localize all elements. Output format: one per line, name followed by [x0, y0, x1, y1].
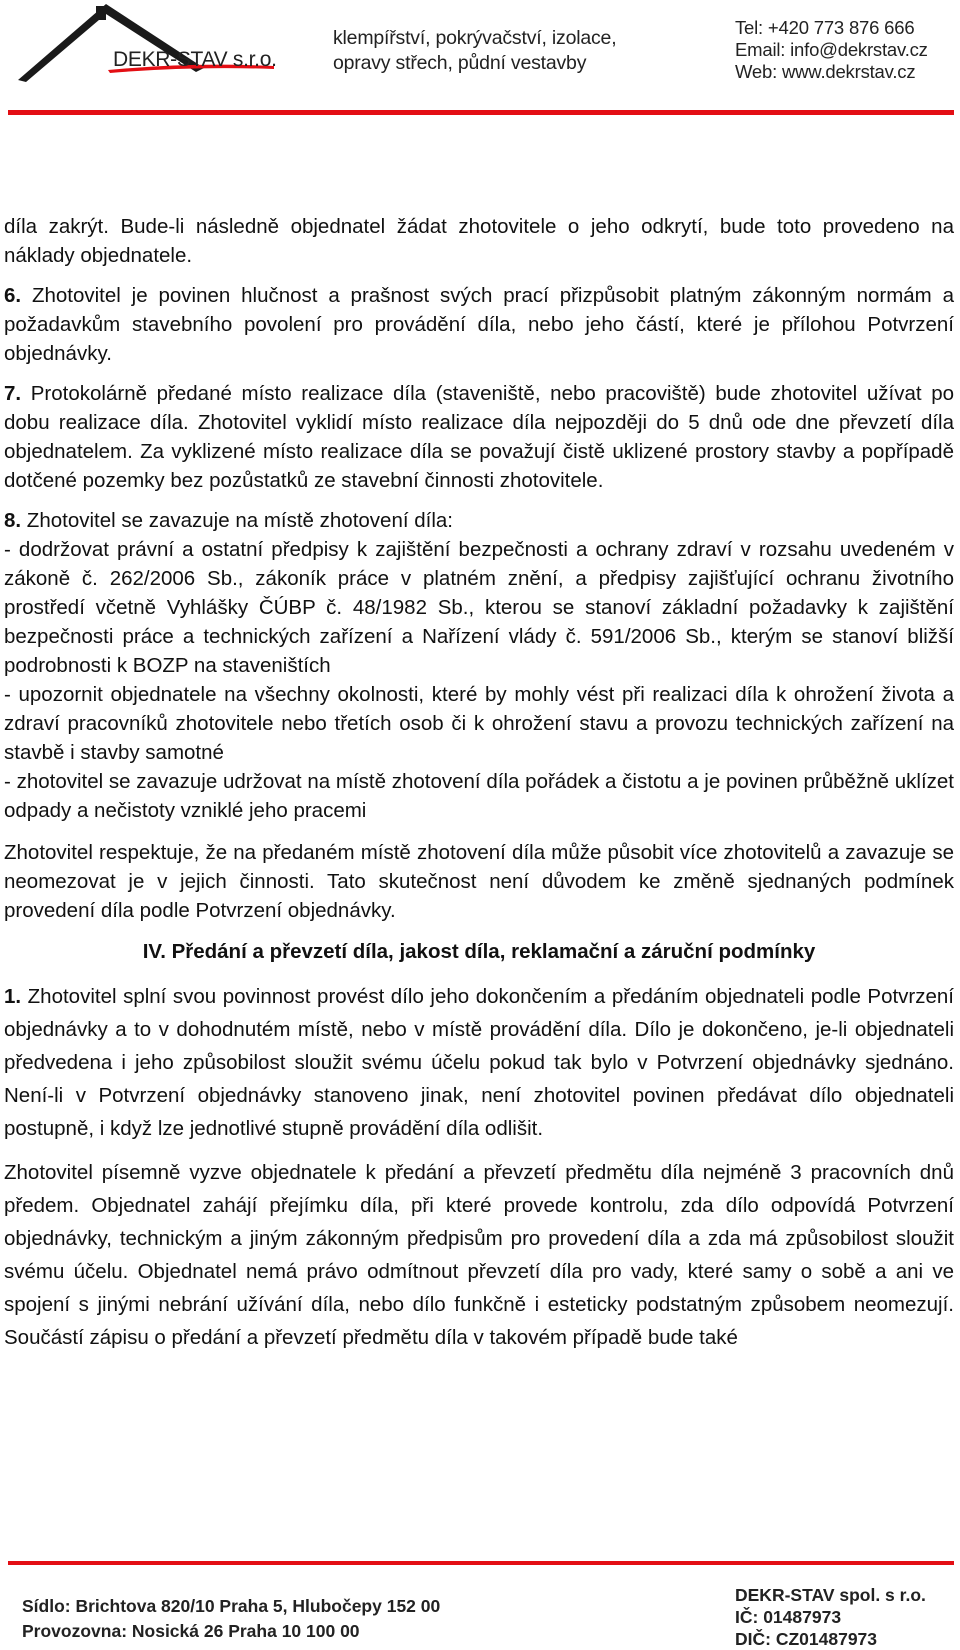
- web-text: Web: www.dekrstav.cz: [735, 61, 916, 82]
- paragraph-8-text: Zhotovitel se zavazuje na místě zhotovení díla:: [21, 509, 453, 532]
- paragraph-6-text: Zhotovitel je povinen hlučnost a prašnost svých prací přizpůsobit platným zákonným normám a požadavkům stavebního povolení pro provádění díla, nebo jeho částí, které je přílohou Potvrzení objednávky.: [4, 284, 954, 365]
- paragraph-7: [4, 379, 954, 495]
- paragraph-8: [4, 506, 954, 535]
- paragraph-8-bullet-3: - zhotovitel se zavazuje udržovat na místě zhotovení díla pořádek a čistotu a je povinen průběžně uklízet odpady a nečistoty vzniklé jeho pracemi: [4, 770, 954, 822]
- footer-ico: IČ: 01487973: [735, 1607, 842, 1627]
- footer-divider: [8, 1561, 954, 1565]
- email-text: Email: info@dekrstav.cz: [735, 39, 928, 60]
- house-roof-logo-icon: [12, 0, 282, 90]
- brand-name: DEKR-STAV s.r.o.: [113, 48, 277, 71]
- header-divider: [8, 110, 954, 115]
- paragraph-respect: Zhotovitel respektuje, že na předaném místě zhotovení díla může působit více zhotovitelů a zavazuje se neomezovat je v jejich činnosti. Tato skutečnost není důvodem ke změně sjednaných podmínek provedení díla podle Potvrzení objednávky.: [4, 841, 954, 922]
- footer-seat: Sídlo: Brichtova 820/10 Praha 5, Hlubočepy 152 00: [22, 1596, 441, 1616]
- section-paragraph-1-continuation: Zhotovitel písemně vyzve objednatele k předání a převzetí předmětu díla nejméně 3 pracovních dnů předem. Objednatel zahájí přejímku díla, při které provede kontrolu, zda dílo odpovídá Potvrzení objednávky, technickým a jiným zákonným předpisům pro provedení díla a zda má způsobilost sloužit svému účelu. Objednatel nemá právo odmítnout převzetí díla pro vady, které samy o sobě a ani ve spojení s jinými nebrání užívání díla, nebo dílo funkčně i esteticky podstatným způsobem neomezují. Součástí zápisu o předání a převzetí předmětu díla v takovém případě bude také: [4, 1161, 954, 1349]
- paragraph-continuation: díla zakrýt. Bude-li následně objednatel žádat zhotovitele o jeho odkrytí, bude toto provedeno na náklady objednatele.: [4, 215, 954, 267]
- footer-company: [735, 1584, 926, 1650]
- footer-dic: DIČ: CZ01487973: [735, 1629, 878, 1649]
- section-heading: IV. Předání a převzetí díla, jakost díla, reklamační a záruční podmínky: [142, 940, 816, 963]
- section-paragraph-1-text: Zhotovitel splní svou povinnost provést dílo jeho dokončením a předáním objednateli podle Potvrzení objednávky a to v dohodnutém místě, nebo v místě provádění díla. Dílo je dokončeno, je-li objednateli předvedena i jeho způsobilost sloužit svému účelu pokud tak bylo v Potvrzení objednávky sjednáno. Není-li v Potvrzení objednávky stanoveno jinak, není zhotovitel povinen předávat dílo objednateli postupně, i když lze jednotlivé stupně provádění díla odlišit.: [4, 985, 954, 1140]
- paragraph-7-text: Protokolárně předané místo realizace díla (staveniště, nebo pracoviště) bude zhotovitel užívat po dobu realizace díla. Zhotovitel vyklidí místo realizace díla nejpozději do 5 dnů ode dne převzetí díla objednatelem. Za vyklizené místo realizace díla se považují čistě uklizené prostory stavby a popřípadě dotčené pozemky bez pozůstatků ze stavební činnosti zhotovitele.: [4, 382, 954, 492]
- services-tagline: [333, 26, 616, 76]
- paragraph-8-bullet-1: - dodržovat právní a ostatní předpisy k zajištění bezpečnosti a ochrany zdraví v rozsahu uvedeném v zákoně č. 262/2006 Sb., zákoník práce v platném znění, a předpisy zajišťující ochranu životního prostředí včetně Vyhlášky ČÚBP č. 48/1982 Sb., kterou se stanoví základní požadavky k zajištění bezpečnosti práce a technických zařízení a Nařízení vlády č. 591/2006 Sb., kterým se stanoví bližší podrobnosti k BOZP na staveništích: [4, 538, 954, 677]
- paragraph-8-number: 8.: [4, 509, 22, 532]
- document-body: [4, 212, 954, 1354]
- paragraph-8-bullet-2: - upozornit objednatele na všechny okolnosti, které by mohly vést při realizaci díla k ohrožení života a zdraví pracovníků zhotovitele nebo třetích osob či k ohrožení stavu a provozu technických zařízení na stavbě i stavby samotné: [4, 683, 954, 764]
- paragraph-6: [4, 281, 954, 368]
- phone-text: Tel: +420 773 876 666: [735, 17, 915, 38]
- contact-block: [735, 17, 928, 83]
- services-line-2: opravy střech, půdní vestavby: [333, 52, 587, 74]
- paragraph-6-number: 6.: [4, 284, 22, 307]
- footer-branch: Provozovna: Nosická 26 Praha 10 100 00: [22, 1621, 360, 1641]
- paragraph-7-number: 7.: [4, 382, 22, 405]
- footer-address: [22, 1594, 440, 1644]
- footer-company-name: DEKR-STAV spol. s r.o.: [735, 1585, 926, 1605]
- section-paragraph-1-number: 1.: [4, 985, 22, 1008]
- services-line-1: klempířství, pokrývačství, izolace,: [333, 27, 617, 49]
- section-paragraph-1: [4, 980, 954, 1145]
- letterhead: [0, 0, 960, 118]
